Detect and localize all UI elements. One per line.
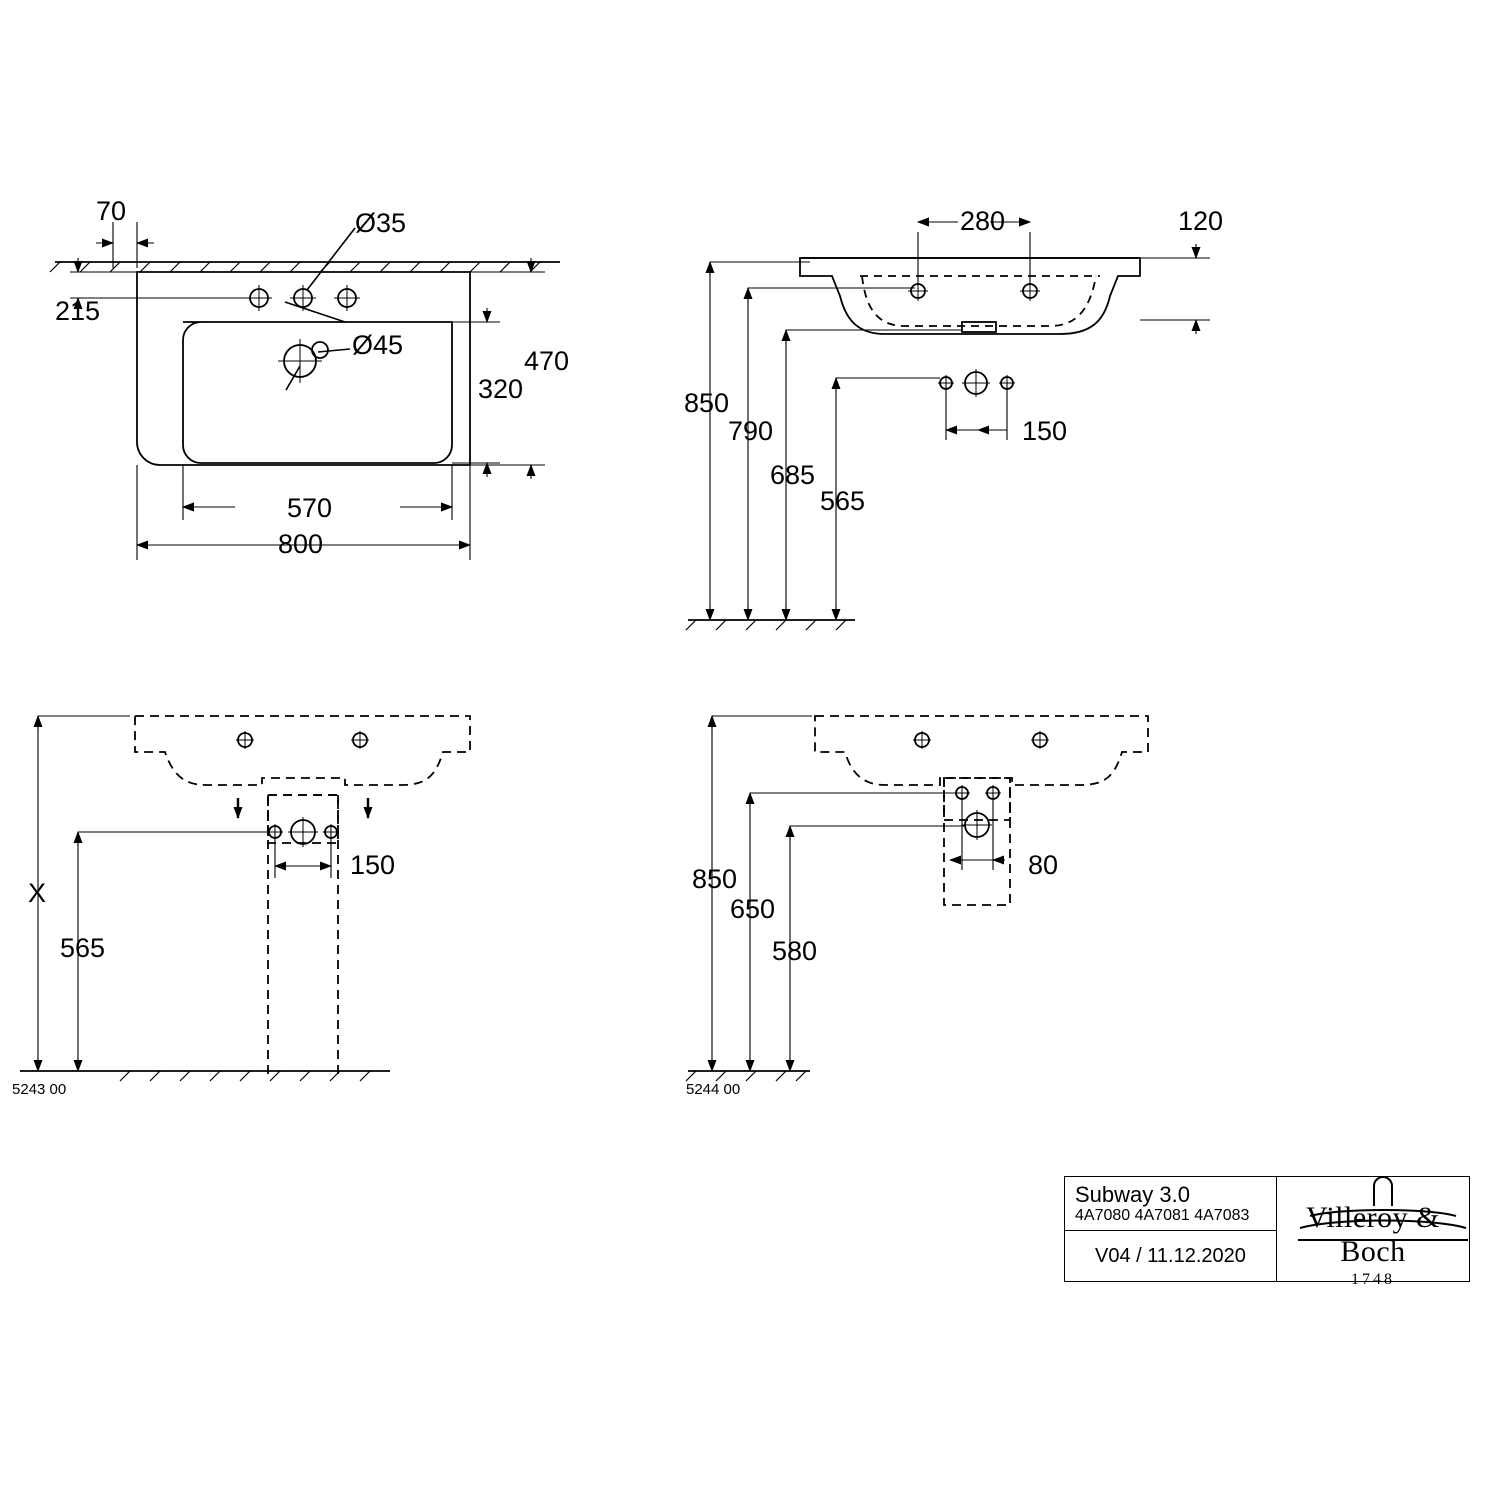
dim-label-850: 850 xyxy=(684,388,730,418)
brand-text xyxy=(1277,1201,1469,1289)
title-block xyxy=(1064,1176,1470,1288)
version-date: V04 / 11.12.2020 xyxy=(1095,1245,1246,1267)
dim-label-565-tr: 565 xyxy=(820,486,866,516)
brand-year: 1748 xyxy=(1351,1271,1395,1288)
front-elevation-dimension-lines xyxy=(710,222,1210,620)
dim-label-580: 580 xyxy=(772,936,818,966)
dim-label-150-bl: 150 xyxy=(350,850,396,880)
dim-label-650: 650 xyxy=(730,894,776,924)
dim-label-d35: Ø35 xyxy=(355,208,407,238)
dim-label-150-right: 150 xyxy=(1022,416,1068,446)
drawing-number-5243: 5243 00 xyxy=(12,1081,67,1098)
dim-label-470: 470 xyxy=(524,346,570,376)
dim-label-d45: Ø45 xyxy=(352,330,404,360)
dim-label-215: 215 xyxy=(55,296,101,326)
title-block-info xyxy=(1065,1177,1277,1281)
rear-5243-dimension-lines xyxy=(38,716,331,1071)
dim-label-320: 320 xyxy=(478,374,524,404)
dim-label-565-bl: 565 xyxy=(60,933,106,963)
dim-label-570: 570 xyxy=(287,493,333,523)
dim-label-790: 790 xyxy=(728,416,774,446)
article-numbers: 4A7080 4A7081 4A7083 xyxy=(1075,1207,1250,1224)
dim-label-280: 280 xyxy=(960,206,1006,236)
view-plan xyxy=(50,228,560,465)
dim-label-80: 80 xyxy=(1028,850,1059,880)
brand-block xyxy=(1277,1177,1469,1288)
brand-name: Villeroy & Boch xyxy=(1305,1201,1440,1268)
product-name: Subway 3.0 xyxy=(1075,1182,1190,1207)
dim-label-120: 120 xyxy=(1178,206,1224,236)
dim-label-685: 685 xyxy=(770,460,816,490)
dim-label-70: 70 xyxy=(96,196,127,226)
dim-label-X: X xyxy=(28,878,47,908)
drawing-number-5244: 5244 00 xyxy=(686,1081,741,1098)
dim-label-850-br: 850 xyxy=(692,864,738,894)
view-rear-5243 xyxy=(20,716,470,1081)
title-block-divider xyxy=(1065,1230,1276,1231)
dim-label-800: 800 xyxy=(278,529,324,559)
